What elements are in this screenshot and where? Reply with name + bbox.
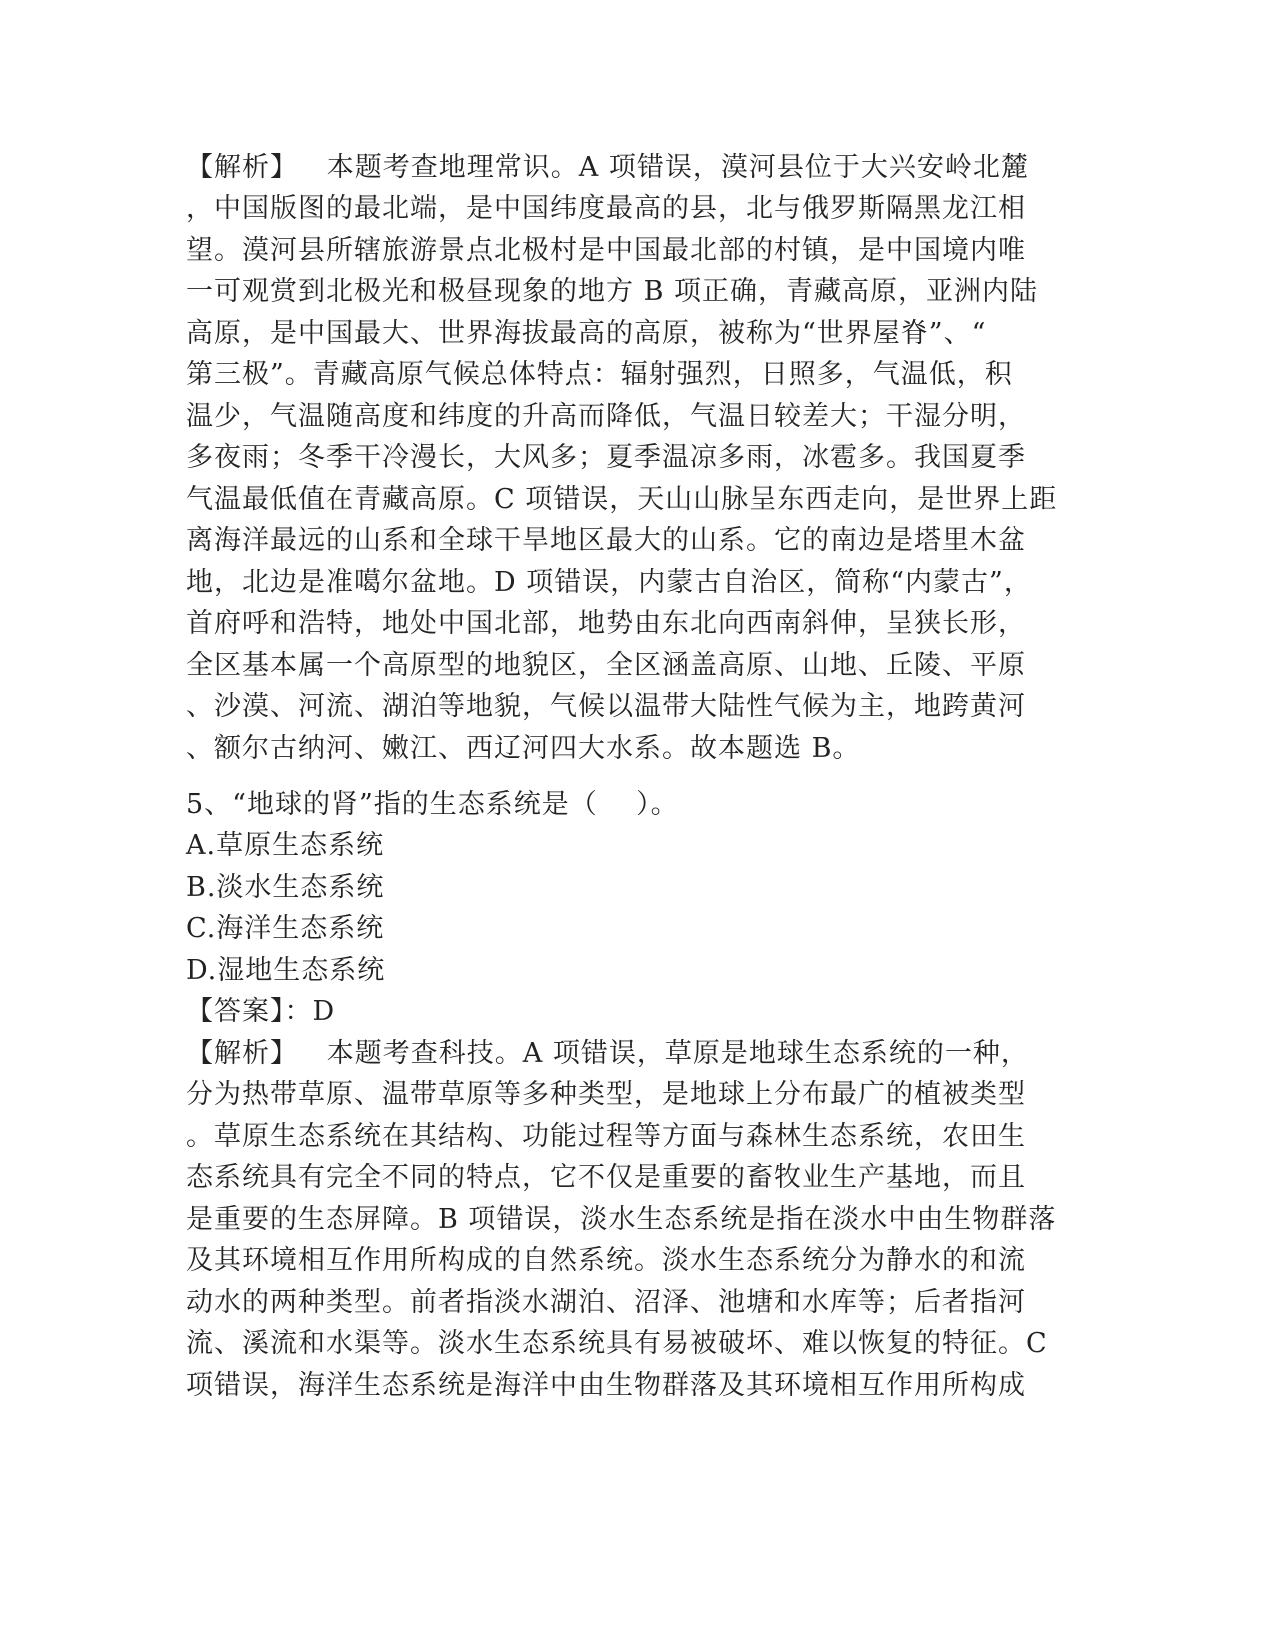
question-stem: 5、“地球的肾”指的生态系统是（ ）。 <box>186 789 679 820</box>
text-line: 及其环境相互作用所构成的自然系统。淡水生态系统分为静水的和流 <box>186 1245 1026 1276</box>
answer-line: 【答案】：D <box>186 996 336 1027</box>
text-line: 。草原生态系统在其结构、功能过程等方面与森林生态系统，农田生 <box>186 1121 1026 1152</box>
text-line: 第三极”。青藏高原气候总体特点：辐射强烈，日照多，气温低，积 <box>186 359 1013 390</box>
text-line: ，中国版图的最北端，是中国纬度最高的县，北与俄罗斯隔黑龙江相 <box>186 193 1026 224</box>
text-line: 多夜雨；冬季干冷漫长，大风多；夏季温凉多雨，冰雹多。我国夏季 <box>186 442 1026 473</box>
text-line: 望。漠河县所辖旅游景点北极村是中国最北部的村镇，是中国境内唯 <box>186 235 1026 266</box>
text-line: 【解析】 本题考查地理常识。A 项错误，漠河县位于大兴安岭北麓 <box>186 152 1029 183</box>
option-a: A.草原生态系统 <box>186 830 385 861</box>
text-line: 、沙漠、河流、湖泊等地貌，气候以温带大陆性气候为主，地跨黄河 <box>186 691 1026 722</box>
option-b: B.淡水生态系统 <box>186 872 385 903</box>
text-line: 态系统具有完全不同的特点，它不仅是重要的畜牧业生产基地，而且 <box>186 1162 1026 1193</box>
text-line: 离海洋最远的山系和全球干旱地区最大的山系。它的南边是塔里木盆 <box>186 525 1026 556</box>
text-line: 首府呼和浩特，地处中国北部，地势由东北向西南斜伸，呈狭长形， <box>186 608 1026 639</box>
option-d: D.湿地生态系统 <box>186 955 386 986</box>
text-line: 温少，气温随高度和纬度的升高而降低，气温日较差大；干湿分明， <box>186 401 1026 432</box>
text-line: 、额尔古纳河、嫩江、西辽河四大水系。故本题选 B。 <box>186 733 861 764</box>
text-line: 分为热带草原、温带草原等多种类型，是地球上分布最广的植被类型 <box>186 1079 1026 1110</box>
text-line: 流、溪流和水渠等。淡水生态系统具有易被破坏、难以恢复的特征。C <box>186 1328 1048 1359</box>
text-line: 地，北边是准噶尔盆地。D 项错误，内蒙古自治区，简称“内蒙古”， <box>186 567 1032 598</box>
text-line: 项错误，海洋生态系统是海洋中由生物群落及其环境相互作用所构成 <box>186 1370 1026 1401</box>
text-line: 一可观赏到北极光和极昼现象的地方 B 项正确，青藏高原，亚洲内陆 <box>186 276 1039 307</box>
text-line: 是重要的生态屏障。B 项错误，淡水生态系统是指在淡水中由生物群落 <box>186 1204 1057 1235</box>
text-line: 【解析】 本题考查科技。A 项错误，草原是地球生态系统的一种， <box>186 1038 1029 1069</box>
text-line: 气温最低值在青藏高原。C 项错误，天山山脉呈东西走向，是世界上距 <box>186 484 1058 515</box>
option-c: C.海洋生态系统 <box>186 913 385 944</box>
text-line: 动水的两种类型。前者指淡水湖泊、沼泽、池塘和水库等；后者指河 <box>186 1287 1026 1318</box>
text-line: 高原，是中国最大、世界海拔最高的高原，被称为“世界屋脊”、“ <box>186 318 987 349</box>
text-line: 全区基本属一个高原型的地貌区，全区涵盖高原、山地、丘陵、平原 <box>186 650 1026 681</box>
